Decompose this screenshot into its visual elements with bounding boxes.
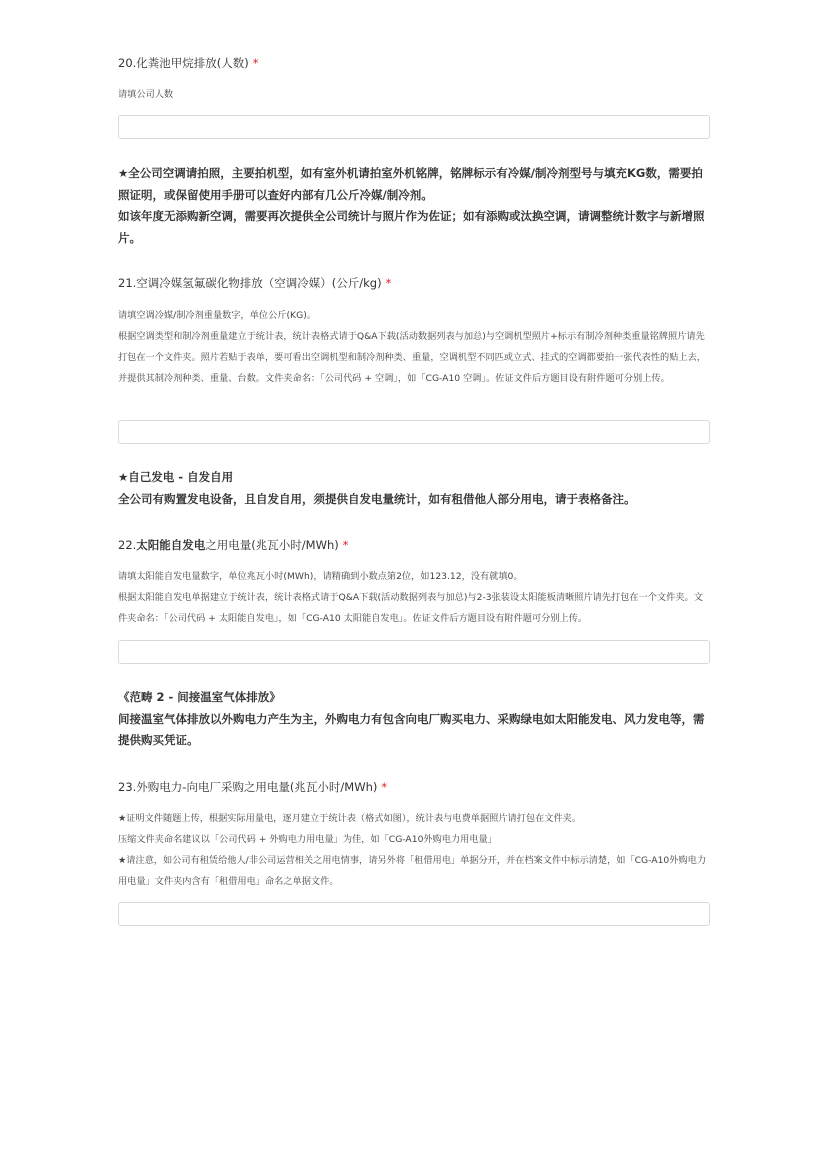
question-21-description: 请填空调冷媒/制冷剂重量数字，单位公斤(KG)。 根据空调类型和制冷剂重量建立于统计表，统计表格式请于Q&A下载(活动数据列表与加总)与空调机型照片+标示有制冷剂种类重量铭牌照片请先打包在一个文件夹。照片若贴于表单，要可看出空调机型和制冷剂种类、重量，空调机型不同匹或立式、挂式的空调都要拍一张代表性的贴上去，并提供其制冷剂种类、重量、台数。文件夹命名：「公司代码 + 空调」，如「CG-A10 空调」。佐证文件后方题目设有附件题可分别上传。 — [118, 310, 706, 384]
required-asterisk: * — [385, 276, 392, 290]
question-21-input[interactable] — [118, 420, 710, 444]
required-asterisk: * — [252, 56, 259, 70]
required-asterisk: * — [381, 780, 388, 794]
question-23-input[interactable] — [118, 902, 710, 926]
question-21-title: 21.空调冷媒氢氟碳化物排放（空调冷媒）(公斤/kg) * — [118, 276, 392, 290]
self-generation-notice: ★自己发电 - 自发自用 全公司有购置发电设备，且自发自用，须提供自发电量统计，如有租借他人部分用电，请于表格备注。 — [118, 470, 636, 506]
question-22-input[interactable] — [118, 640, 710, 664]
question-22-title: 22.太阳能自发电之用电量(兆瓦小时/MWh) * — [118, 538, 349, 552]
required-asterisk: * — [342, 538, 349, 552]
aircon-photo-notice: ★全公司空调请拍照，主要拍机型，如有室外机请拍室外机铭牌，铭牌标示有冷媒/制冷剂型号与填充KG数，需要拍照证明，或保留使用手册可以查好内部有几公斤冷媒/制冷剂。 如该年度无添购新空调，需要再次提供全公司统计与照片作为佐证；如有添购或汰换空调，请调整统计数字与新增照片。 — [118, 166, 705, 245]
question-20-description: 请填公司人数 — [118, 89, 174, 100]
question-20-title: 20.化粪池甲烷排放(人数) * — [118, 56, 259, 70]
question-23-description: ★证明文件随题上传，根据实际用量电，逐月建立于统计表（格式如图），统计表与电费单据照片请打包在文件夹。 压缩文件夹命名建议以「公司代码 + 外购电力用电量」为佳，如「CG-A10外购电力用电量」 ★请注意，如公司有租赁给他人/非公司运营相关之用电情事，请另外将「租借用电」单据分开，并在档案文件中标示清楚，如「CG-A10外购电力用电量」文件夹内含有「租借用电」命名之单据文件。 — [118, 813, 707, 887]
question-22-description: 请填太阳能自发电量数字，单位兆瓦小时(MWh)，请精确到小数点第2位，如123.12，没有就填0。 根据太阳能自发电单据建立于统计表，统计表格式请于Q&A下载(活动数据列表与加总)与2-3张装设太阳能板清晰照片请先打包在一个文件夹。文件夹命名：「公司代码 + 太阳能自发电」，如「CG-A10 太阳能自发电」。佐证文件后方题目设有附件题可分别上传。 — [118, 571, 703, 624]
scope-2-notice: 《范畴 2 - 间接温室气体排放》 间接温室气体排放以外购电力产生为主，外购电力有包含向电厂购买电力、采购绿电如太阳能发电、风力发电等，需提供购买凭证。 — [118, 690, 705, 747]
question-23-title: 23.外购电力-向电厂采购之用电量(兆瓦小时/MWh) * — [118, 780, 388, 794]
question-20-input[interactable] — [118, 115, 710, 139]
